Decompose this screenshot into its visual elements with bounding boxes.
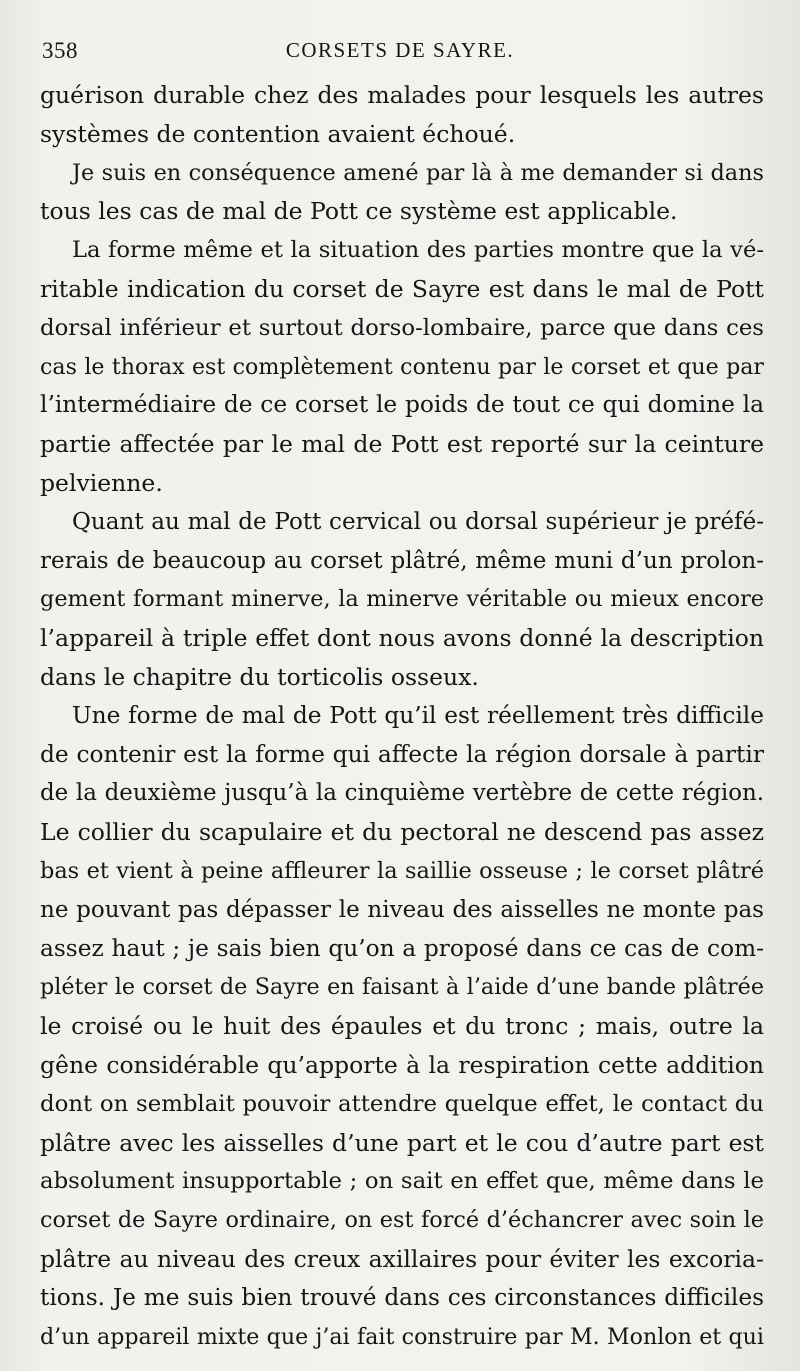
text-line: d’un appareil mixte que j’ai fait construire par M. Monlon et qui [40,1323,764,1350]
text-line: de contenir est la forme qui affecte la région dorsale à partir [40,740,764,768]
text-line: gêne considérable qu’apporte à la respiration cette addition [40,1050,764,1079]
text-line: guérison durable chez des malades pour lesquels les autres [40,81,764,109]
text-line: plâtre au niveau des creux axillaires pour éviter les excoria- [40,1244,764,1273]
text-line: l’intermédiaire de ce corset le poids de tout ce qui domine la [40,391,764,419]
text-line: tous les cas de mal de Pott ce système est applicable. [40,197,678,226]
text-line: Quant au mal de Pott cervical ou dorsal supérieur je préfé- [72,508,764,535]
text-line: de la deuxième jusqu’à la cinquième vertèbre de cette région. [40,780,764,807]
running-head: CORSETS DE SAYRE. [285,38,515,62]
page-header [42,38,758,68]
text-line: systèmes de contention avaient échoué. [40,119,516,148]
text-line: l’appareil à triple effet dont nous avons donné la description [40,624,764,653]
text-line: dans le chapitre du torticolis osseux. [40,662,479,691]
text-line: Une forme de mal de Pott qu’il est réellement très difficile [72,701,764,729]
text-line: ritable indication du corset de Sayre est dans le mal de Pott [40,274,764,303]
text-line: bas et vient à peine affleurer la saillie osseuse ; le corset plâtré [40,857,764,884]
text-line: assez haut ; je sais bien qu’on a proposé dans ce cas de com- [40,934,764,962]
body-text [40,76,764,1356]
text-line: Je suis en conséquence amené par là à me demander si dans [72,159,764,186]
text-line: Le collier du scapulaire et du pectoral ne descend pas assez [40,818,764,847]
text-line: cas le thorax est complètement contenu par le corset et que par [40,353,764,380]
text-line: rerais de beaucoup au corset plâtré, même muni d’un prolon- [40,547,764,574]
text-line: plâtre avec les aisselles d’une part et le cou d’autre part est [40,1128,764,1157]
text-line: La forme même et la situation des parties montre que la vé- [72,237,764,264]
text-line: corset de Sayre ordinaire, on est forcé d’échancrer avec soin le [40,1207,764,1234]
text-line: absolument insupportable ; on sait en effet que, même dans le [40,1168,764,1195]
text-line: le croisé ou le huit des épaules et du tronc ; mais, outre la [40,1012,764,1041]
text-line: tions. Je me suis bien trouvé dans ces circonstances difficiles [40,1283,764,1311]
text-line: ne pouvant pas dépasser le niveau des aisselles ne monte pas [40,896,764,923]
text-line: pelvienne. [40,468,163,497]
page-number: 358 [42,38,78,63]
text-line: partie affectée par le mal de Pott est reporté sur la ceinture [40,430,764,459]
text-line: gement formant minerve, la minerve véritable ou mieux encore [40,586,764,613]
text-line: dont on semblait pouvoir attendre quelque effet, le contact du [40,1090,764,1117]
text-line: dorsal inférieur et surtout dorso-lombaire, parce que dans ces [40,314,764,341]
text-line: pléter le corset de Sayre en faisant à l’aide d’une bande plâtrée [40,974,764,1001]
